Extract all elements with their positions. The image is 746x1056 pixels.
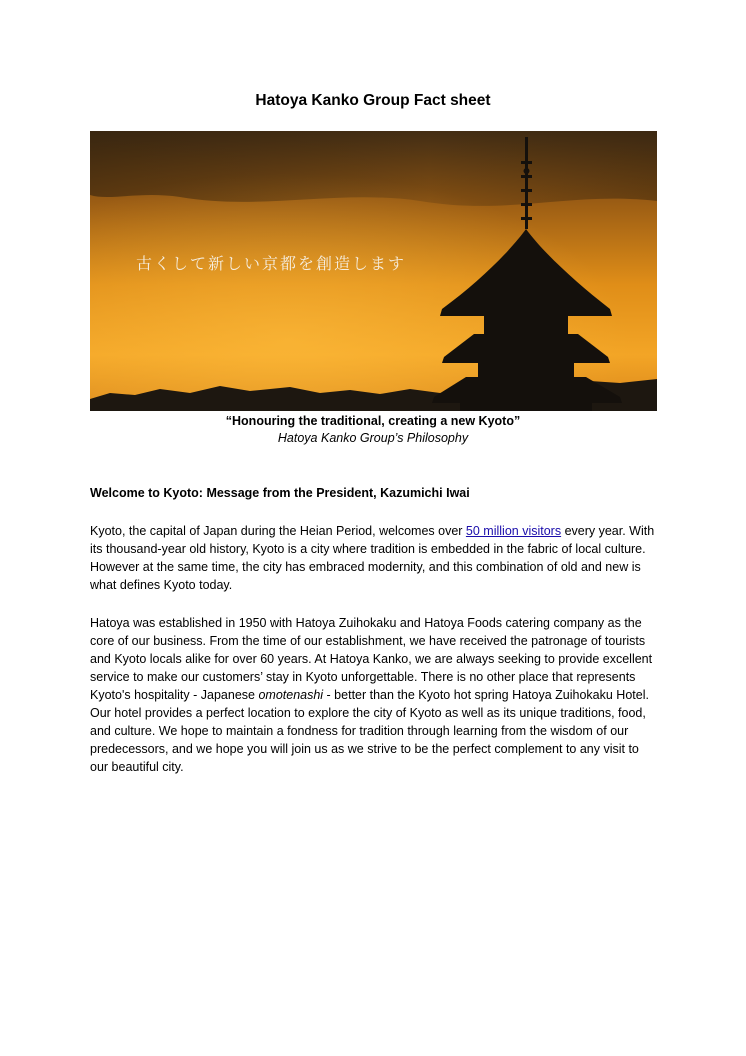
paragraph-intro [90,522,660,594]
hero-image-pagoda [90,131,657,411]
omotenashi-term: omotenashi [258,688,324,702]
document-title: Hatoya Kanko Group Fact sheet [255,92,491,109]
calligraphy-caption: 古くして新しい京都を創造します [136,254,407,273]
paragraph-intro-text-end: every year. With its thousand-year old history, Kyoto is a city where tradition is embedded in the fabric of local culture. However at the same time, the city has embraced modernity, and this combination of old and new is what defines Kyoto today. [90,524,655,592]
section-heading: Welcome to Kyoto: Message from the President, Kazumichi Iwai [90,486,470,500]
visitors-link[interactable]: 50 million visitors [465,524,562,538]
philosophy-attribution: Hatoya Kanko Group’s Philosophy [277,431,469,445]
paragraph-history-text-start: Hatoya was established in 1950 with Hatoya Zuihokaku and Hatoya Foods catering company as the core of our business. From the time of our establishment, we have received the patronage of tourists and Kyoto locals alike for over 60 years. At Hatoya Kanko, we are always seeking to provide excellent service to make our customers’ stay in Kyoto unforgettable. There is no other place that represents Kyoto's hospitality - Japanese [90,616,653,702]
paragraph-intro-text-start: Kyoto, the capital of Japan during the Heian Period, welcomes over [90,524,466,538]
philosophy-quote: “Honouring the traditional, creating a new Kyoto” [225,414,521,428]
paragraph-history-text-end: - better than the Kyoto hot spring Hatoya Zuihokaku Hotel. Our hotel provides a perfect location to explore the city of Kyoto as well as its unique traditions, food, and culture. We hope to maintain a fondness for tradition through learning from the wisdom of our predecessors, and we hope you will join us as we strive to be the perfect complement to any visit to our beautiful city. [90,688,649,774]
paragraph-history [90,614,660,776]
cloud-band [90,131,657,206]
